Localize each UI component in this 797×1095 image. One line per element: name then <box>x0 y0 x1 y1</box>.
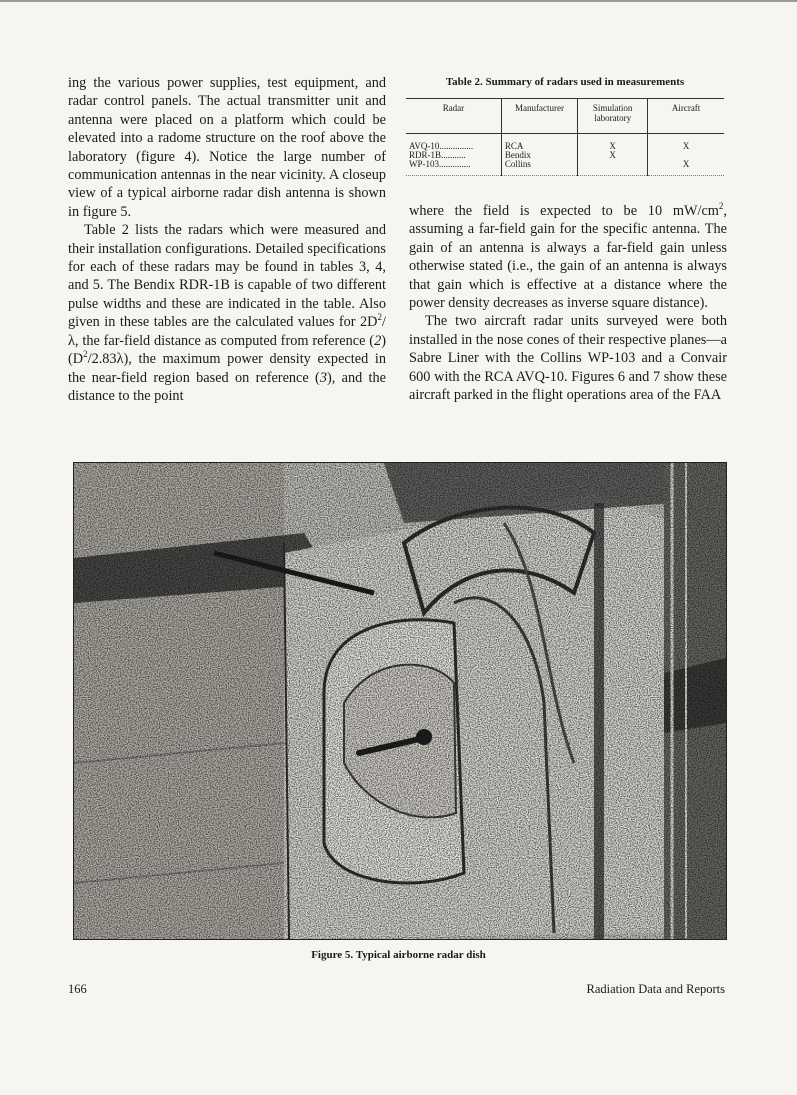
right-paragraph-1: where the field is expected to be 10 $mW/cm^2$, assuming a far-field gain for the specific antenna. The gain of an antenna is always a far-field gain unless otherwise stated (i.e., the gain of an antenna is always that gain which is effective at a distance where the power density decreases as inverse square distance). <box>409 201 727 312</box>
cell-radar: AVQ-10............... <box>409 141 474 151</box>
table-caption: Table 2. Summary of radars used in measurements <box>445 76 685 88</box>
cell-manufacturer: Collins <box>501 160 577 176</box>
table-row <box>406 134 724 152</box>
scan-edge-line <box>0 0 797 2</box>
cell-simulation: X <box>578 151 648 160</box>
running-footer: Radiation Data and Reports <box>586 982 725 996</box>
figure-caption: Figure 5. Typical airborne radar dish <box>311 949 486 961</box>
cell-aircraft: X <box>648 160 724 176</box>
reference-3: 3 <box>319 369 327 386</box>
header-simulation: Simulation laboratory <box>578 99 648 134</box>
header-aircraft: Aircraft <box>648 99 724 134</box>
left-text-column <box>68 74 386 405</box>
table-2 <box>406 76 724 176</box>
left-paragraph-1: ing the various power supplies, test equipment, and radar control panels. The actual transmitter unit and antenna were placed on a platform which could be elevated into a radome structure on the roof above the laboratory (figure 4). Notice the large number of communication antennas in the near vicinity. A closeup view of a typical airborne radar dish antenna is shown in figure 5. <box>68 75 386 220</box>
radar-summary-table <box>406 98 724 176</box>
cell-radar: RDR-1B........... <box>409 150 466 160</box>
header-manufacturer: Manufacturer <box>501 99 577 134</box>
right-text-column <box>409 202 727 404</box>
cell-simulation: X <box>578 134 648 152</box>
cell-radar: WP-103.............. <box>406 160 501 176</box>
reference-2: 2 <box>374 332 382 349</box>
left-paragraph-2: Table 2 lists the radars which were measured and their installation configurations. Detailed specifications for each of these radars may be found in tables 3, 4, and 5. The Bendix RDR-1B is capable of two different pulse widths and these are indicated in the table. Also given in these tables are the calculated values for $2D^2/\lambda$, the far-field distance as computed from reference (2) $(D^2/2.83\lambda)$, the maximum power density expected in the near-field region based on reference (3), and the distance to the point <box>68 222 387 404</box>
cell-manufacturer: RCA <box>501 134 577 152</box>
page-number: 166 <box>68 982 87 996</box>
radar-dish-photo <box>73 462 727 940</box>
cell-manufacturer: Bendix <box>501 151 577 160</box>
header-radar: Radar <box>406 99 501 134</box>
radar-dish-illustration <box>74 463 726 939</box>
table-row <box>406 160 724 176</box>
cell-simulation <box>578 160 648 176</box>
right-paragraph-2: The two aircraft radar units surveyed were both installed in the nose cones of their respective planes—a Sabre Liner with the Collins WP-103 and a Convair 600 with the RCA AVQ-10. Figures 6 and 7 show these aircraft parked in the flight operations area of the FAA <box>409 313 727 404</box>
cell-aircraft: X <box>648 134 724 152</box>
